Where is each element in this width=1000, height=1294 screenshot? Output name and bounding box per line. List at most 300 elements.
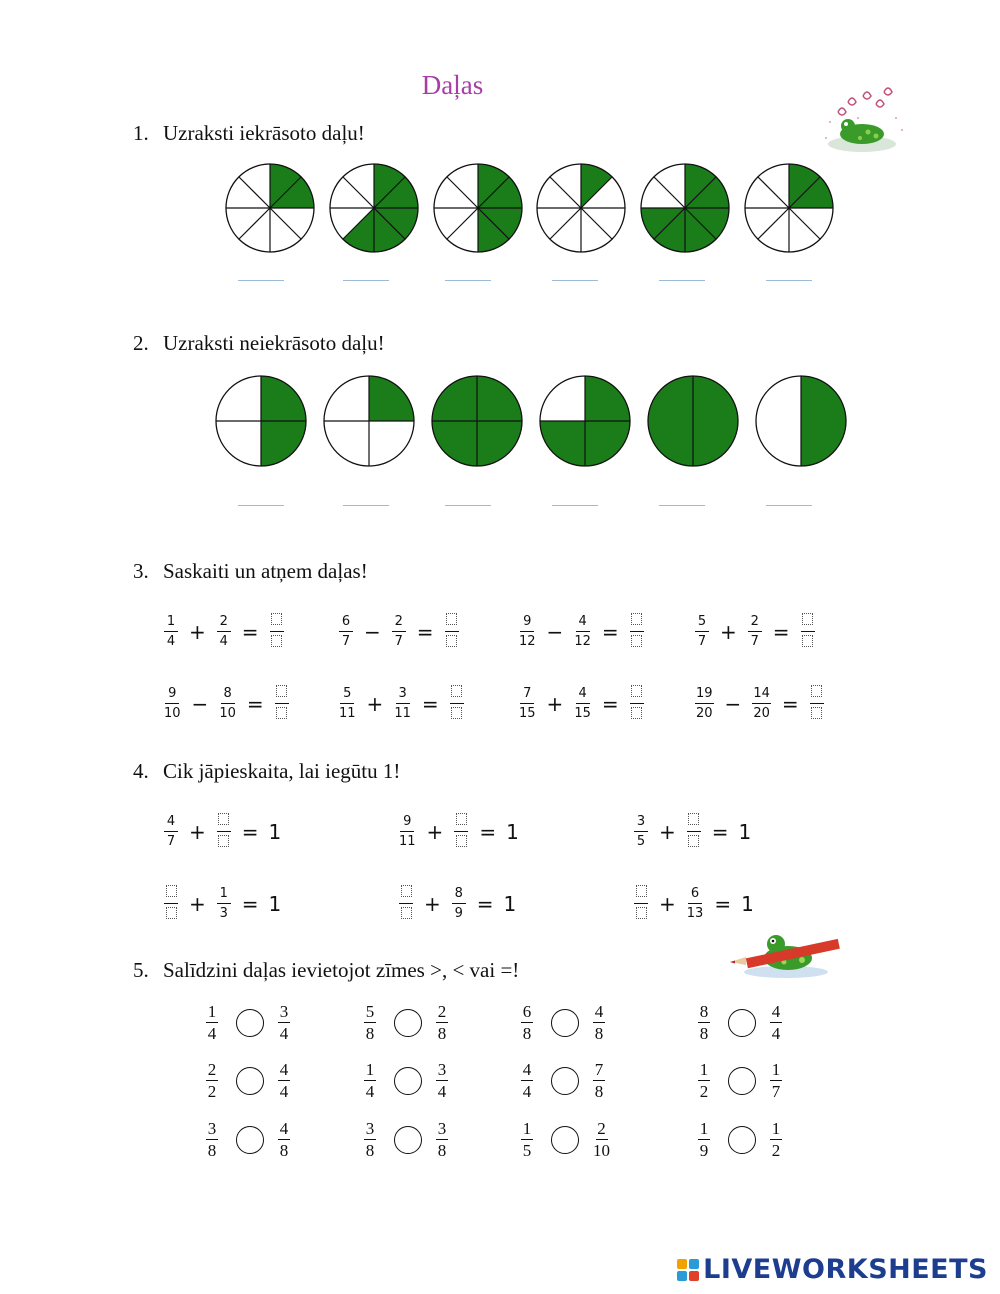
answer-denominator[interactable] <box>802 632 813 650</box>
comparison-circle-input[interactable] <box>551 1009 579 1037</box>
denominator: 8 <box>365 1141 375 1160</box>
denominator: 4 <box>219 634 228 649</box>
numerator: 1 <box>522 1119 532 1138</box>
answer-box[interactable] <box>446 635 457 647</box>
equals-sign: = <box>246 691 264 716</box>
answer-box[interactable] <box>276 707 287 719</box>
task2-pie <box>756 376 846 466</box>
fraction <box>748 615 762 648</box>
answer-denominator[interactable] <box>688 832 699 850</box>
denominator: 11 <box>394 706 411 721</box>
task1-pie <box>537 164 625 252</box>
answer-box[interactable] <box>218 835 229 847</box>
task5-comparison <box>698 1120 782 1159</box>
answer-fraction[interactable] <box>450 685 464 722</box>
pie-divider <box>581 208 612 239</box>
answer-numerator[interactable] <box>454 813 468 832</box>
task3-equation <box>158 613 290 650</box>
numerator: 3 <box>207 1119 217 1138</box>
fraction <box>574 615 591 648</box>
task5-comparison <box>364 1120 448 1159</box>
pie-slice-filled <box>693 376 738 466</box>
answer-box[interactable] <box>446 613 457 625</box>
task5-comparison <box>521 1061 605 1100</box>
answer-fraction[interactable] <box>275 685 289 722</box>
task5-comparison <box>698 1003 782 1042</box>
pie-divider <box>447 208 478 239</box>
fraction <box>574 687 591 720</box>
denominator: 7 <box>394 634 403 649</box>
numerator: 4 <box>279 1060 289 1079</box>
fraction <box>164 687 181 720</box>
task2-pie <box>540 376 630 466</box>
answer-denominator[interactable] <box>631 632 642 650</box>
answer-box[interactable] <box>166 885 177 897</box>
answer-box[interactable] <box>802 635 813 647</box>
answer-box[interactable] <box>631 613 642 625</box>
fraction-right <box>770 1003 782 1042</box>
equals-sign: = <box>772 619 790 644</box>
answer-denominator[interactable] <box>166 904 177 922</box>
answer-numerator[interactable] <box>630 685 644 704</box>
numerator: 14 <box>752 687 771 704</box>
pie-divider <box>654 177 685 208</box>
task5-comparison <box>206 1061 290 1100</box>
equals-sign: = <box>601 691 619 716</box>
answer-blank[interactable] <box>238 505 284 506</box>
numerator: 1 <box>771 1119 781 1138</box>
equals-sign: = <box>781 691 799 716</box>
numerator: 4 <box>594 1002 604 1021</box>
task1-pie <box>745 164 833 252</box>
answer-fraction[interactable] <box>630 685 644 722</box>
result-value: 1 <box>268 891 282 916</box>
answer-fraction[interactable] <box>801 613 815 650</box>
numerator: 3 <box>437 1060 447 1079</box>
task5-comparison <box>364 1061 448 1100</box>
answer-fraction[interactable] <box>445 613 459 650</box>
answer-fraction[interactable] <box>687 813 701 850</box>
task3-equation <box>513 613 650 650</box>
fraction <box>695 687 714 720</box>
fraction-right <box>770 1061 782 1100</box>
answer-blank[interactable] <box>445 280 491 281</box>
pie-slice-filled <box>801 376 846 466</box>
answer-denominator[interactable] <box>401 904 412 922</box>
denominator: 7 <box>750 634 759 649</box>
pie-slice-filled <box>581 164 612 208</box>
answer-numerator[interactable] <box>445 613 459 632</box>
plus-sign: + <box>189 819 206 844</box>
denominator: 8 <box>207 1141 217 1160</box>
fraction-left <box>364 1061 376 1100</box>
comparison-circle-input[interactable] <box>236 1009 264 1037</box>
denominator: 12 <box>519 634 536 649</box>
task3-equation <box>158 685 295 722</box>
denominator: 8 <box>522 1024 532 1043</box>
numerator: 4 <box>164 815 178 832</box>
denominator: 8 <box>365 1024 375 1043</box>
comparison-circle-input[interactable] <box>394 1067 422 1095</box>
denominator: 9 <box>454 906 463 921</box>
equals-sign: = <box>241 819 259 844</box>
task2-pie <box>432 376 522 466</box>
fraction <box>217 887 231 920</box>
denominator: 8 <box>437 1024 447 1043</box>
answer-denominator[interactable] <box>446 632 457 650</box>
answer-fraction[interactable] <box>454 813 468 850</box>
numerator: 3 <box>279 1002 289 1021</box>
answer-denominator[interactable] <box>276 704 287 722</box>
answer-denominator[interactable] <box>631 704 642 722</box>
task4-equation <box>628 813 756 850</box>
equals-sign: = <box>714 891 732 916</box>
task5-comparison <box>521 1120 610 1159</box>
fraction <box>164 815 178 848</box>
fraction-left <box>364 1003 376 1042</box>
task4-equation <box>158 813 286 850</box>
answer-box[interactable] <box>401 907 412 919</box>
fraction <box>752 687 771 720</box>
fraction-left <box>521 1120 533 1159</box>
equals-sign: = <box>479 819 497 844</box>
equals-sign: = <box>241 891 259 916</box>
fraction <box>519 615 536 648</box>
answer-fraction[interactable] <box>634 885 648 922</box>
fraction <box>219 687 236 720</box>
answer-blank[interactable] <box>766 280 812 281</box>
answer-box[interactable] <box>688 813 699 825</box>
answer-numerator[interactable] <box>810 685 824 704</box>
fraction <box>394 687 411 720</box>
numerator: 3 <box>396 687 410 704</box>
answer-box[interactable] <box>631 685 642 697</box>
numerator: 4 <box>522 1060 532 1079</box>
denominator: 5 <box>522 1141 532 1160</box>
pie-divider <box>550 208 581 239</box>
numerator: 1 <box>699 1119 709 1138</box>
numerator: 19 <box>695 687 714 704</box>
numerator: 1 <box>207 1002 217 1021</box>
denominator: 4 <box>771 1024 781 1043</box>
numerator: 4 <box>279 1119 289 1138</box>
task1-pie <box>226 164 314 252</box>
answer-box[interactable] <box>456 835 467 847</box>
answer-fraction[interactable] <box>217 813 231 850</box>
denominator: 4 <box>207 1024 217 1043</box>
answer-box[interactable] <box>636 885 647 897</box>
denominator: 7 <box>341 634 351 649</box>
denominator: 10 <box>593 1141 610 1160</box>
denominator: 5 <box>636 834 646 849</box>
numerator: 4 <box>576 615 590 632</box>
answer-box[interactable] <box>271 613 282 625</box>
answer-fraction[interactable] <box>630 613 644 650</box>
denominator: 20 <box>696 706 713 721</box>
task5-comparison <box>206 1003 290 1042</box>
task3-equation <box>333 613 465 650</box>
comparison-circle-input[interactable] <box>728 1067 756 1095</box>
equals-sign: = <box>601 619 619 644</box>
fraction <box>695 615 709 648</box>
task4-equation <box>393 813 524 850</box>
answer-box[interactable] <box>811 707 822 719</box>
frog-pencil-icon <box>726 928 844 980</box>
answer-box[interactable] <box>218 813 229 825</box>
comparison-circle-input[interactable] <box>394 1009 422 1037</box>
comparison-circle-input[interactable] <box>236 1067 264 1095</box>
denominator: 11 <box>399 834 416 849</box>
plus-sign: + <box>426 819 444 844</box>
numerator: 6 <box>688 887 702 904</box>
task4-heading: 4. Cik jāpieskaita, lai iegūtu 1! <box>133 759 401 783</box>
numerator: 6 <box>522 1002 532 1021</box>
answer-blank[interactable] <box>552 505 598 506</box>
denominator: 8 <box>594 1082 604 1101</box>
answer-box[interactable] <box>631 635 642 647</box>
result-value: 1 <box>506 819 519 844</box>
numerator: 7 <box>520 687 534 704</box>
task3-equation <box>513 685 650 722</box>
numerator: 5 <box>695 615 709 632</box>
operator-sign: − <box>724 691 742 716</box>
denominator: 7 <box>771 1082 781 1101</box>
answer-box[interactable] <box>451 685 462 697</box>
task3-equation <box>689 685 830 722</box>
answer-blank[interactable] <box>445 505 491 506</box>
operator-sign: + <box>189 619 206 644</box>
task4-equation <box>393 885 521 922</box>
task3-equation <box>333 685 470 722</box>
fraction <box>634 815 648 848</box>
denominator: 13 <box>686 906 704 921</box>
fraction-left <box>698 1120 710 1159</box>
denominator: 3 <box>219 906 228 921</box>
answer-numerator[interactable] <box>275 685 289 704</box>
answer-numerator[interactable] <box>630 613 644 632</box>
denominator: 2 <box>207 1082 217 1101</box>
denominator: 8 <box>279 1141 289 1160</box>
answer-box[interactable] <box>811 685 822 697</box>
answer-numerator[interactable] <box>399 885 413 904</box>
task5-heading: 5. Salīdzini daļas ievietojot zīmes >, < vai =! <box>133 958 520 982</box>
task5-comparison <box>698 1061 782 1100</box>
numerator: 1 <box>365 1060 375 1079</box>
answer-box[interactable] <box>631 707 642 719</box>
answer-blank[interactable] <box>343 505 389 506</box>
pie-divider <box>447 177 478 208</box>
task4-equation <box>158 885 286 922</box>
answer-denominator[interactable] <box>451 704 462 722</box>
numerator: 8 <box>221 687 235 704</box>
answer-blank[interactable] <box>766 505 812 506</box>
plus-sign: + <box>189 891 206 916</box>
fraction <box>339 615 353 648</box>
numerator: 6 <box>339 615 353 632</box>
answer-fraction[interactable] <box>270 613 284 650</box>
fraction-right <box>436 1061 448 1100</box>
numerator: 5 <box>340 687 354 704</box>
denominator: 7 <box>166 834 176 849</box>
denominator: 12 <box>574 634 591 649</box>
fraction-left <box>206 1120 218 1159</box>
comparison-circle-input[interactable] <box>236 1126 264 1154</box>
fraction-right <box>593 1061 605 1100</box>
answer-fraction[interactable] <box>810 685 824 722</box>
equals-sign: = <box>476 891 494 916</box>
task4-equation <box>628 885 759 922</box>
fraction-left <box>698 1003 710 1042</box>
answer-denominator[interactable] <box>636 904 647 922</box>
answer-numerator[interactable] <box>217 813 231 832</box>
numerator: 3 <box>634 815 648 832</box>
task2-pie <box>324 376 414 466</box>
fraction <box>519 687 536 720</box>
numerator: 9 <box>400 815 414 832</box>
pie-slice-filled <box>343 208 374 252</box>
operator-sign: − <box>191 691 209 716</box>
fraction-right <box>593 1120 610 1159</box>
fraction <box>687 887 704 920</box>
answer-box[interactable] <box>451 707 462 719</box>
answer-numerator[interactable] <box>450 685 464 704</box>
comparison-circle-input[interactable] <box>394 1126 422 1154</box>
answer-denominator[interactable] <box>811 704 822 722</box>
answer-fraction[interactable] <box>399 885 413 922</box>
numerator: 2 <box>597 1119 606 1138</box>
answer-numerator[interactable] <box>687 813 701 832</box>
denominator: 10 <box>164 706 181 721</box>
numerator: 4 <box>576 687 590 704</box>
denominator: 8 <box>699 1024 709 1043</box>
pie-slice-filled <box>648 376 693 466</box>
answer-box[interactable] <box>636 907 647 919</box>
numerator: 1 <box>699 1060 709 1079</box>
answer-denominator[interactable] <box>456 832 467 850</box>
task2-pie <box>648 376 738 466</box>
task1-pie <box>330 164 418 252</box>
answer-fraction[interactable] <box>164 885 178 922</box>
fraction-right <box>593 1003 605 1042</box>
answer-box[interactable] <box>271 635 282 647</box>
task5-comparison <box>521 1003 605 1042</box>
answer-blank[interactable] <box>238 280 284 281</box>
numerator: 8 <box>452 887 466 904</box>
denominator: 10 <box>219 706 236 721</box>
fraction <box>164 615 178 648</box>
comparison-circle-input[interactable] <box>728 1009 756 1037</box>
answer-box[interactable] <box>276 685 287 697</box>
comparison-circle-input[interactable] <box>551 1126 579 1154</box>
answer-blank[interactable] <box>343 280 389 281</box>
equals-sign: = <box>421 691 439 716</box>
fraction <box>217 615 231 648</box>
numerator: 9 <box>165 687 179 704</box>
result-value: 1 <box>738 819 752 844</box>
denominator: 2 <box>771 1141 781 1160</box>
plus-sign: + <box>659 819 676 844</box>
pie-divider <box>758 208 789 239</box>
answer-blank[interactable] <box>659 505 705 506</box>
numerator: 2 <box>217 615 231 632</box>
pie-divider <box>239 177 270 208</box>
task2-heading: 2. Uzraksti neiekrāsoto daļu! <box>133 331 385 355</box>
comparison-circle-input[interactable] <box>728 1126 756 1154</box>
answer-box[interactable] <box>456 813 467 825</box>
answer-box[interactable] <box>166 907 177 919</box>
equals-sign: = <box>241 619 259 644</box>
numerator: 1 <box>771 1060 781 1079</box>
fraction-left <box>206 1061 218 1100</box>
answer-box[interactable] <box>802 613 813 625</box>
answer-numerator[interactable] <box>634 885 648 904</box>
numerator: 1 <box>217 887 231 904</box>
denominator: 9 <box>699 1141 709 1160</box>
numerator: 2 <box>748 615 762 632</box>
task1-heading: 1. Uzraksti iekrāsoto daļu! <box>133 121 365 145</box>
operator-sign: − <box>364 619 381 644</box>
denominator: 15 <box>519 706 536 721</box>
comparison-circle-input[interactable] <box>551 1067 579 1095</box>
numerator: 7 <box>594 1060 604 1079</box>
answer-blank[interactable] <box>552 280 598 281</box>
task1-pie <box>434 164 522 252</box>
answer-blank[interactable] <box>659 280 705 281</box>
answer-denominator[interactable] <box>271 632 282 650</box>
denominator: 7 <box>697 634 707 649</box>
fraction-right <box>278 1061 290 1100</box>
task5-comparison <box>364 1003 448 1042</box>
fraction-right <box>436 1120 448 1159</box>
denominator: 4 <box>279 1024 289 1043</box>
denominator: 20 <box>753 706 770 721</box>
answer-box[interactable] <box>401 885 412 897</box>
task5-comparison <box>206 1120 290 1159</box>
fraction-right <box>770 1120 782 1159</box>
fraction-right <box>278 1120 290 1159</box>
answer-numerator[interactable] <box>801 613 815 632</box>
answer-numerator[interactable] <box>164 885 178 904</box>
numerator: 3 <box>365 1119 375 1138</box>
numerator: 9 <box>520 615 534 632</box>
pie-divider <box>343 177 374 208</box>
fraction-left <box>698 1061 710 1100</box>
operator-sign: + <box>720 619 737 644</box>
pie-divider <box>758 177 789 208</box>
operator-sign: + <box>546 691 564 716</box>
page-title: Daļas <box>421 70 484 100</box>
answer-box[interactable] <box>688 835 699 847</box>
denominator: 8 <box>594 1024 604 1043</box>
numerator: 3 <box>437 1119 447 1138</box>
result-value: 1 <box>503 891 517 916</box>
answer-numerator[interactable] <box>270 613 284 632</box>
denominator: 8 <box>437 1141 447 1160</box>
fraction-right <box>278 1003 290 1042</box>
fraction <box>399 815 416 848</box>
operator-sign: − <box>546 619 564 644</box>
liveworksheets-logo: LIVEWORKSHEETS <box>677 1254 988 1285</box>
pie-divider <box>270 208 301 239</box>
answer-denominator[interactable] <box>218 832 229 850</box>
denominator: 2 <box>699 1082 709 1101</box>
fraction-right <box>436 1003 448 1042</box>
denominator: 15 <box>574 706 591 721</box>
task3-equation <box>689 613 821 650</box>
fraction-left <box>521 1003 533 1042</box>
pie-divider <box>550 177 581 208</box>
operator-sign: + <box>366 691 384 716</box>
